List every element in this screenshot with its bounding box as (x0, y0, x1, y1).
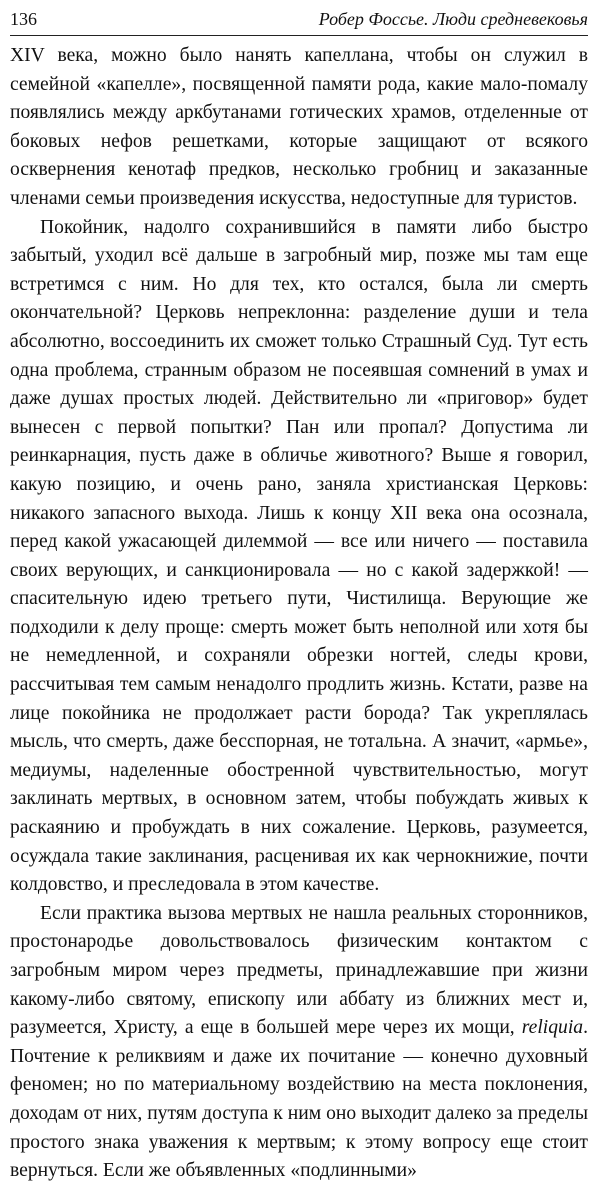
paragraph-1 (10, 42, 588, 214)
paragraph-1-text: XIV века, можно было нанять капеллана, чтобы он служил в семейной «капелле», посвященной памяти рода, какие мало-помалу появлялись между аркбутанами готических храмов, отделенные от боковых нефов решетками, которые защищают от всякого осквернения кенотаф предков, несколько гробниц и заказанные членами семьи произведения искусства, недоступные для туристов. (10, 45, 588, 209)
paragraph-2 (10, 214, 588, 900)
running-title: Робер Фоссье. Люди средневековья (318, 9, 588, 29)
paragraph-2-text: Покойник, надолго сохранившийся в памяти либо быстро забытый, уходил всё дальше в загробный мир, позже мы там еще встретимся с ним. Но для тех, кто остался, была ли смерть окончательной? Церковь непреклонна: разделение души и тела абсолютно, воссоединить их сможет только Страшный Суд. Тут есть одна проблема, странным образом не посеявшая сомнений в умах и даже душах простых людей. Действительно ли «приговор» будет вынесен с первой попытки? Пан или пропал? Допустима ли реинкарнация, пусть даже в обличье животного? Выше я говорил, какую позицию, и очень рано, заняла христианская Церковь: никакого запасного выхода. Лишь к концу XII века она осознала, перед какой ужасающей дилеммой — все или ничего — поставила своих верующих, и санкционировала — но с какой задержкой! — спасительную идею третьего пути, Чистилища. Верующие же подходили к делу проще: смерть может быть неполной или хотя бы не немедленной, и сохраняли обрезки ногтей, следы крови, рассчитывая тем самым ненадолго продлить жизнь. Кстати, разве на лице покойника не продолжает расти борода? Так укреплялась мысль, что смерть, даже бесспорная, не тотальна. А значит, «армье», медиумы, наделенные обостренной чувствительностью, могут заклинать мертвых, в основном затем, чтобы побуждать живых к раскаянию и пробуждать в них сожаление. Церковь, разумеется, осуждала такие заклинания, расценивая их как чернокнижие, почти колдовство, и преследовала в этом качестве. (10, 216, 588, 896)
paragraph-3 (10, 900, 588, 1186)
body-text (10, 42, 588, 1186)
paragraph-3-text-start: Если практика вызова мертвых не нашла реальных сторонников, простонародье довольствовалось физическим контактом с загробным миром через предметы, принадлежавшие при жизни какому-либо святому, епископу или аббату из ближних мест и, разумеется, Христу, а еще в большей мере через их мощи, (10, 902, 588, 1039)
page-number: 136 (10, 9, 37, 29)
italic-term: reliquia (521, 1017, 584, 1039)
header-rule (10, 35, 588, 36)
paragraph-3-text-end: . Почтение к реликвиям и даже их почитание — конечно духовный феномен; но по материальному воздействию на места поклонения, доходам от них, путям доступа к ним оно выходит далеко за пределы простого знака уважения к мертвым; к этому вопросу еще стоит вернуться. Если же объявленных «подлинными» (10, 1017, 588, 1182)
page-header (10, 6, 588, 32)
